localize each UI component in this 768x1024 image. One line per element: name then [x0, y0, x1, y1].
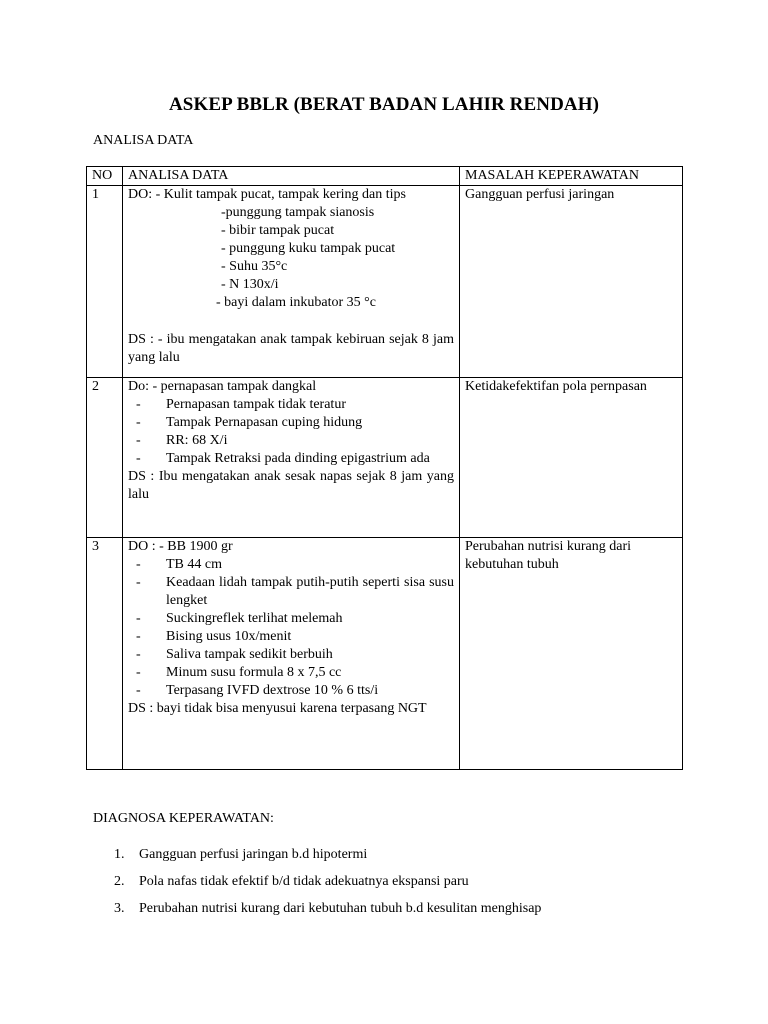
diagnosa-title: DIAGNOSA KEPERAWATAN: [93, 811, 274, 826]
dash-item: - TB 44 cm [136, 557, 222, 572]
analisa-data-table [86, 166, 683, 770]
header-analisa-data: ANALISA DATA [123, 167, 460, 186]
row-number: 1 [87, 186, 123, 378]
dash-item: - Terpasang IVFD dextrose 10 % 6 tts/i [136, 683, 379, 698]
table-row [87, 538, 683, 770]
section-label-analisa-data: ANALISA DATA [93, 133, 194, 148]
dash-item: - Minum susu formula 8 x 7,5 cc [136, 665, 342, 680]
do-first-line: Do: - pernapasan tampak dangkal [128, 379, 317, 394]
dash-item: - Tampak Retraksi pada dinding epigastrium ada [136, 451, 430, 466]
table-row [87, 378, 683, 538]
dash-item: - Bising usus 10x/menit [136, 629, 292, 644]
list-item: 2. Pola nafas tidak efektif b/d tidak adekuatnya ekspansi paru [114, 874, 469, 889]
row-number: 2 [87, 378, 123, 538]
list-item: 3. Perubahan nutrisi kurang dari kebutuhan tubuh b.d kesulitan menghisap [114, 901, 542, 916]
masalah-cell: Ketidakefektifan pola pernpasan [460, 378, 683, 538]
do-line: - N 130x/i [221, 277, 279, 292]
do-first-line: DO: - Kulit tampak pucat, tampak kering dan tips [128, 187, 406, 202]
do-line: - bibir tampak pucat [221, 223, 335, 238]
masalah-cell: Perubahan nutrisi kurang dari kebutuhan tubuh [460, 538, 683, 770]
page-title: ASKEP BBLR (BERAT BADAN LAHIR RENDAH) [168, 94, 600, 115]
ds-text: DS : Ibu mengatakan anak sesak napas sejak 8 jam yang lalu [128, 469, 454, 502]
header-masalah-keperawatan: MASALAH KEPERAWATAN [460, 167, 683, 186]
row-number: 3 [87, 538, 123, 770]
dash-item: - RR: 68 X/i [136, 433, 228, 448]
ds-text: DS : - ibu mengatakan anak tampak kebiruan sejak 8 jam yang lalu [128, 332, 454, 365]
masalah-cell: Gangguan perfusi jaringan [460, 186, 683, 378]
dash-item: - Tampak Pernapasan cuping hidung [136, 415, 363, 430]
analisa-cell [123, 186, 460, 378]
dash-item: - Keadaan lidah tampak putih-putih seperti sisa susu lengket [136, 575, 454, 608]
do-line: - punggung kuku tampak pucat [221, 241, 396, 256]
ds-text: DS : bayi tidak bisa menyusui karena terpasang NGT [128, 701, 427, 716]
do-first-line: DO : - BB 1900 gr [128, 539, 233, 554]
analisa-cell [123, 378, 460, 538]
dash-item: - Suckingreflek terlihat melemah [136, 611, 343, 626]
table-row [87, 186, 683, 378]
do-line: -punggung tampak sianosis [221, 205, 375, 220]
do-line: - bayi dalam inkubator 35 °c [216, 295, 376, 310]
list-item: 1. Gangguan perfusi jaringan b.d hipotermi [114, 847, 368, 862]
analisa-cell [123, 538, 460, 770]
dash-item: - Pernapasan tampak tidak teratur [136, 397, 346, 412]
do-line: - Suhu 35°c [221, 259, 288, 274]
diagnosa-list [114, 846, 541, 927]
table-header-row [87, 167, 683, 186]
dash-item: - Saliva tampak sedikit berbuih [136, 647, 333, 662]
header-no: NO [87, 167, 123, 186]
